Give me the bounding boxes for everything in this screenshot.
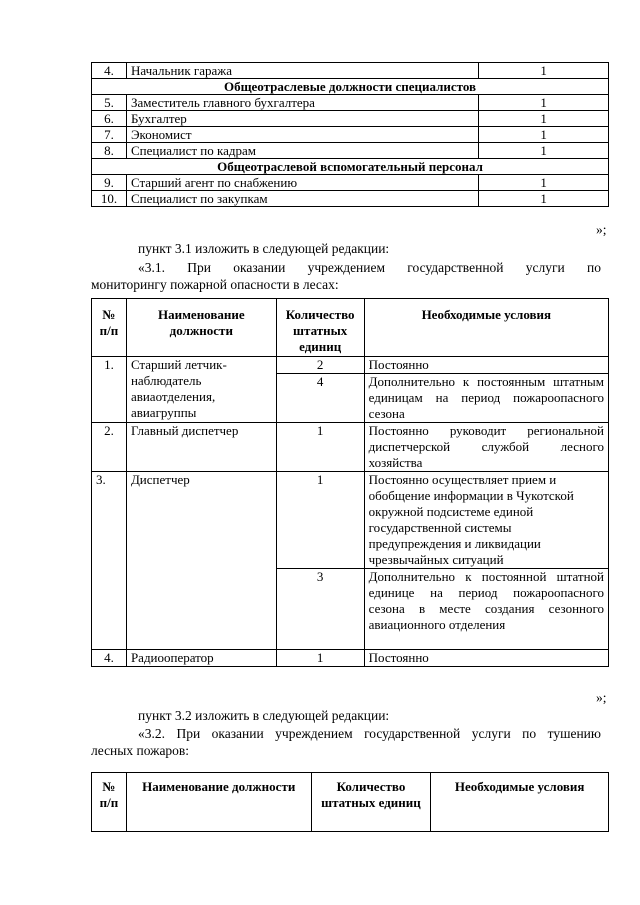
row-num: 9. — [92, 175, 127, 191]
row-name: Радиооператор — [126, 650, 276, 667]
row-cond: Постоянно — [364, 650, 608, 667]
para1-line2: «3.1. При оказании учреждением государственной услуги по — [138, 260, 601, 275]
staff-table-2 — [91, 298, 609, 667]
row-num: 8. — [92, 143, 127, 159]
section-header-row — [92, 159, 609, 175]
row-name: Заместитель главного бухгалтера — [126, 95, 478, 111]
para1-line3: мониторингу пожарной опасности в лесах: — [91, 277, 339, 292]
table1-closing-quote: »; — [596, 222, 607, 237]
para2-line1: пункт 3.2 изложить в следующей редакции: — [138, 708, 390, 723]
section-title: Общеотраслевые должности специалистов — [92, 79, 609, 95]
section-title: Общеотраслевой вспомогательный персонал — [92, 159, 609, 175]
header-qty: Количество штатных единиц — [276, 299, 364, 357]
row-name: Экономист — [126, 127, 478, 143]
row-qty: 1 — [276, 423, 364, 472]
row-name: Старший летчик-наблюдатель авиаотделения, авиагруппы — [126, 357, 276, 423]
para2-line3: лесных пожаров: — [91, 743, 190, 758]
row-qty: 1 — [479, 111, 609, 127]
row-name: Старший агент по снабжению — [126, 175, 478, 191]
row-num: 4. — [92, 650, 127, 667]
header-cond: Необходимые условия — [431, 773, 609, 832]
row-cond: Постоянно руководит региональной диспетчерской службой лесного хозяйства — [364, 423, 608, 472]
row-num: 5. — [92, 95, 127, 111]
table2-closing-quote: »; — [596, 690, 607, 705]
para2-line2: «3.2. При оказании учреждением государственной услуги по тушению — [138, 726, 601, 741]
table1-row — [92, 127, 609, 143]
row-num: 3. — [92, 472, 127, 650]
row-cond: Дополнительно к постоянным штатным единицам на период пожароопасного сезона — [364, 374, 608, 423]
table2-row — [92, 423, 609, 472]
row-num: 10. — [92, 191, 127, 207]
table1-row — [92, 143, 609, 159]
table1-row — [92, 63, 609, 79]
row-qty: 1 — [276, 472, 364, 569]
table1-row — [92, 175, 609, 191]
row-qty: 1 — [479, 127, 609, 143]
header-num: № п/п — [92, 773, 127, 832]
row-name: Специалист по кадрам — [126, 143, 478, 159]
header-cond: Необходимые условия — [364, 299, 608, 357]
row-num: 1. — [92, 357, 127, 423]
row-name: Начальник гаража — [126, 63, 478, 79]
header-name: Наименование должности — [126, 773, 311, 832]
section-header-row — [92, 79, 609, 95]
para1-line1: пункт 3.1 изложить в следующей редакции: — [138, 241, 390, 256]
header-name: Наименование должности — [126, 299, 276, 357]
table1-row — [92, 111, 609, 127]
table2-row — [92, 650, 609, 667]
row-qty: 1 — [479, 191, 609, 207]
staff-table-1 — [91, 62, 609, 207]
row-num: 6. — [92, 111, 127, 127]
table1-row — [92, 95, 609, 111]
header-qty: Количество штатных единиц — [311, 773, 431, 832]
row-cond: Постоянно осуществляет прием и обобщение информации в Чукотской окружной подсистеме единой государственной системы предупреждения и ликвидации чрезвычайных ситуаций — [364, 472, 608, 569]
table3-header-row — [92, 773, 609, 832]
row-qty: 1 — [479, 175, 609, 191]
row-name: Главный диспетчер — [126, 423, 276, 472]
table1-row — [92, 191, 609, 207]
row-qty: 1 — [479, 95, 609, 111]
row-qty: 1 — [479, 63, 609, 79]
row-num: 7. — [92, 127, 127, 143]
row-cond: Дополнительно к постоянной штатной единице на период пожароопасного сезона в месте создания сезонного авиационного отделения — [364, 569, 608, 650]
row-qty: 1 — [479, 143, 609, 159]
table2-row — [92, 357, 609, 374]
row-name: Специалист по закупкам — [126, 191, 478, 207]
row-num: 2. — [92, 423, 127, 472]
table2-row — [92, 472, 609, 569]
header-num: № п/п — [92, 299, 127, 357]
row-num: 4. — [92, 63, 127, 79]
staff-table-3 — [91, 772, 609, 832]
row-qty: 1 — [276, 650, 364, 667]
row-qty: 2 — [276, 357, 364, 374]
row-qty: 4 — [276, 374, 364, 423]
row-qty: 3 — [276, 569, 364, 650]
row-name: Диспетчер — [126, 472, 276, 650]
row-name: Бухгалтер — [126, 111, 478, 127]
row-cond: Постоянно — [364, 357, 608, 374]
table2-header-row — [92, 299, 609, 357]
